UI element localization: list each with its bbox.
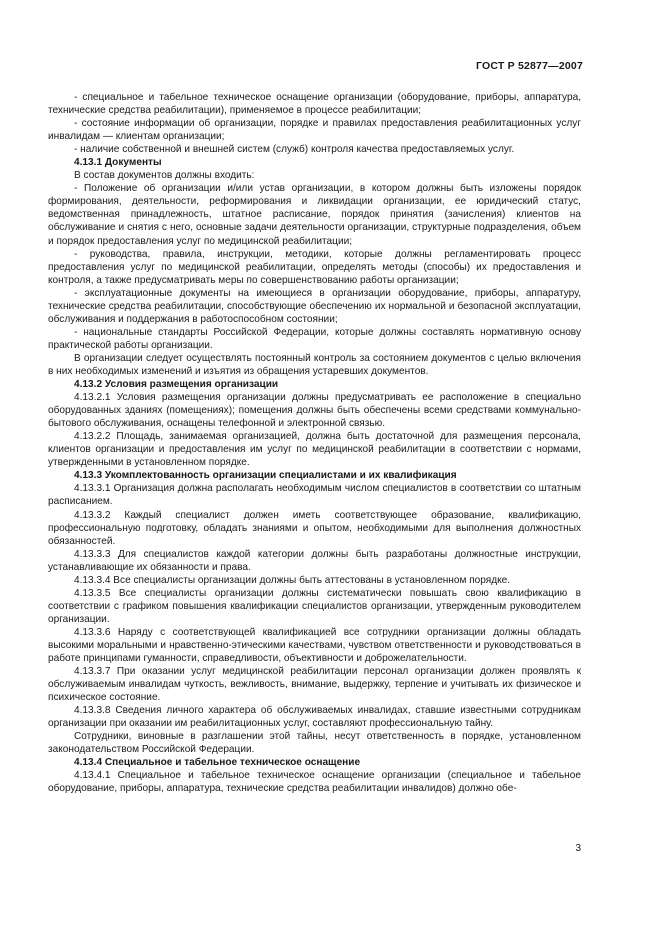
paragraph: 4.13.3.8 Сведения личного характера об обслуживаемых инвалидах, ставшие известными сотрудникам организации при оказании им реабилитационных услуг, составляют профессиональную тайну. <box>48 705 581 730</box>
paragraph: 4.13.3.4 Все специалисты организации должны быть аттестованы в установленном порядке. <box>74 574 511 586</box>
paragraph: 4.13.3.3 Для специалистов каждой категории должны быть разработаны должностные инструкции, устанавливающие их обязанности и права. <box>48 548 581 573</box>
paragraph: В состав документов должны входить: <box>74 170 255 182</box>
paragraph: - состояние информации об организации, порядке и правилах предоставления реабилитационных услуг инвалидам — клиентам организации; <box>48 118 581 143</box>
paragraph: 4.13.3.6 Наряду с соответствующей квалификацией все сотрудники организации должны обладать высокими моральными и нравственно-этическими качествами, чувством ответственности и руководствоваться в работе принципами гуманности, справедливости, объективности и доброжелательности. <box>48 626 581 665</box>
paragraph: В организации следует осуществлять постоянный контроль за состоянием документов с целью включения в них необходимых изменений и изъятия из обращения устаревших документов. <box>48 352 581 377</box>
paragraph: Сотрудники, виновные в разглашении этой тайны, несут ответственность в порядке, установленном законодательством Российской Федерации. <box>48 731 581 756</box>
paragraph: 4.13.2.2 Площадь, занимаемая организацией, должна быть достаточной для размещения персонала, клиентов организации и предоставления им услуг по медицинской реабилитации в соответствии с нормами, утвержденными в установленном порядке. <box>48 431 581 469</box>
paragraph: 4.13.2.1 Условия размещения организации должны предусматривать ее расположение в специально оборудованных зданиях (помещениях); помещения должны быть обеспечены всеми средствами коммунально-бытового обслуживания, оснащены телефонной и электронной связью. <box>48 392 581 430</box>
paragraph: 4.13.3.5 Все специалисты организации должны систематически повышать свою квалификацию в соответствии с графиком повышения квалификации специалистов организации, утвержденным руководителем организации. <box>48 587 581 625</box>
section-heading: 4.13.2 Условия размещения организации <box>74 379 279 391</box>
paragraph: 4.13.4.1 Специальное и табельное техническое оснащение организации (специальное и табельное оборудование, приборы, аппаратура, технические средства реабилитации инвалидов) должно обе- <box>48 770 581 795</box>
paragraph: - национальные стандарты Российской Федерации, которые должны составлять нормативную основу практической работы организации. <box>48 326 581 351</box>
standard-header: ГОСТ Р 52877—2007 <box>475 60 583 72</box>
page-number: 3 <box>575 843 581 854</box>
paragraph: - наличие собственной и внешней систем (служб) контроля качества предоставляемых услуг. <box>74 144 515 156</box>
section-heading: 4.13.4 Специальное и табельное техническое оснащение <box>74 757 361 769</box>
paragraph: - специальное и табельное техническое оснащение организации (оборудование, приборы, аппаратура, технические средства реабилитации), применяемое в процессе реабилитации; <box>48 92 581 117</box>
paragraph: 4.13.3.2 Каждый специалист должен иметь соответствующее образование, квалификацию, профессиональную подготовку, обладать знаниями и опытом, необходимыми для выполнения должностных обязанностей. <box>48 509 581 547</box>
paragraph: - Положение об организации и/или устав организации, в котором должны быть изложены порядок формирования, деятельности, реформирования и ликвидации организации, ее юридический статус, ведомственная принадлежность, штатное расписание, порядок принятия (зачисления) клиентов на обслуживание и снятия с него, основные задачи деятельности организации, структурные подразделения, объем и порядок предоставления услуг по медицинской реабилитации; <box>48 183 581 247</box>
document-body <box>48 91 581 796</box>
paragraph: - эксплуатационные документы на имеющиеся в организации оборудование, приборы, аппаратуру, технические средства реабилитации, способствующие обеспечению их нормальной и безопасной эксплуатации, обслуживания и поддержания в работоспособном состоянии; <box>48 287 581 325</box>
section-heading: 4.13.1 Документы <box>74 157 162 169</box>
paragraph: - руководства, правила, инструкции, методики, которые должны регламентировать процесс предоставления услуг по медицинской реабилитации, определять методы (способы) их предоставления и контроля, а также предусматривать меры по совершенствованию работы организации; <box>48 248 581 286</box>
paragraph: 4.13.3.7 При оказании услуг медицинской реабилитации персонал организации должен проявлять к обслуживаемым инвалидам чуткость, вежливость, внимание, выдержку, терпение и учитывать их физическое и психическое состояние. <box>48 666 581 704</box>
section-heading: 4.13.3 Укомплектованность организации специалистами и их квалификация <box>74 470 457 482</box>
paragraph: 4.13.3.1 Организация должна располагать необходимым числом специалистов в соответствии со штатным расписанием. <box>48 483 581 508</box>
